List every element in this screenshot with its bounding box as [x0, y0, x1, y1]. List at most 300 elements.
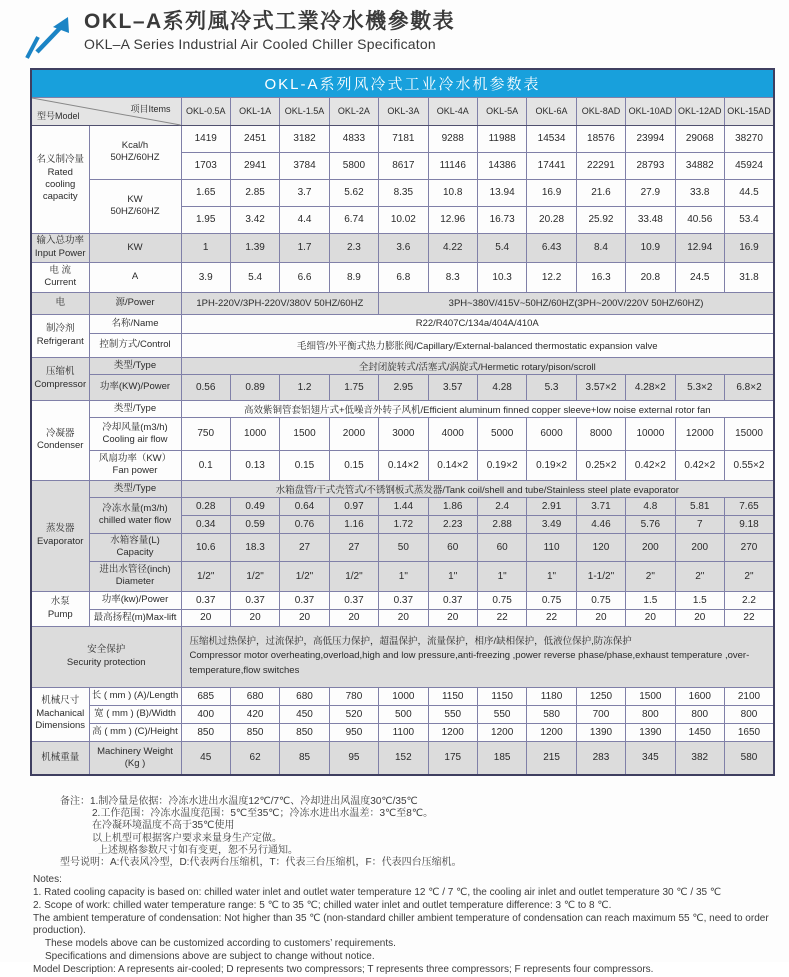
table-row: [31, 591, 774, 609]
value-cell: 0.15: [329, 450, 378, 480]
value-cell: 0.13: [230, 450, 279, 480]
brand-arrow-icon: [24, 10, 78, 58]
value-cell: 2.91: [527, 497, 576, 515]
model-header-okl-2a: OKL-2A: [329, 97, 378, 125]
merged-value-cell: 高效紫铜管套铝翅片式+低噪音外转子风机/Efficient aluminum finned copper sleeve+low noise external rotor fan: [181, 400, 774, 417]
item-label: 长 ( mm ) (A)/Length: [89, 687, 181, 705]
section-label-input-power: 输入总功率 Input Power: [31, 233, 89, 262]
value-cell: 20: [576, 609, 625, 626]
model-header-okl-0.5a: OKL-0.5A: [181, 97, 230, 125]
value-cell: 3000: [379, 417, 428, 450]
value-cell: 10.3: [477, 262, 526, 292]
table-row: [31, 357, 774, 374]
value-cell: 200: [675, 533, 724, 561]
merged-value-cell: 压缩机过热保护，过流保护，高低压力保护，超温保护，流量保护，相序/缺相保护，低液位保护,防冻保护 Compressor motor overheating,overload,high and low pressure,anti-freezing ,power reverse phase/phase,exhaust temperature ,over-temperature,flow switches: [181, 626, 774, 687]
value-cell: 2100: [724, 687, 774, 705]
value-cell: 10.6: [181, 533, 230, 561]
value-cell: 25.92: [576, 206, 625, 233]
value-cell: 0.14×2: [428, 450, 477, 480]
value-cell: 20: [329, 609, 378, 626]
value-cell: 1.75: [329, 374, 378, 400]
section-label-security-protection: 安全保护 Security protection: [31, 626, 181, 687]
value-cell: 3.42: [230, 206, 279, 233]
value-cell: 11988: [477, 125, 526, 152]
title-block: [84, 10, 455, 52]
value-cell: 1200: [477, 723, 526, 741]
note-line: 1. Rated cooling capacity is based on: chilled water inlet and outlet water temperature 12 ℃ / 7 ℃, the cooling air inlet and outlet temperature 30 ℃ / 35 ℃: [33, 886, 722, 898]
value-cell: 500: [379, 705, 428, 723]
value-cell: 16.73: [477, 206, 526, 233]
value-cell: 22: [527, 609, 576, 626]
value-cell: 5.3×2: [675, 374, 724, 400]
value-cell: 1/2": [230, 561, 279, 591]
value-cell: 20: [428, 609, 477, 626]
value-cell: 0.37: [428, 591, 477, 609]
value-cell: 60: [428, 533, 477, 561]
spec-table: [30, 68, 775, 776]
value-cell: 7.65: [724, 497, 774, 515]
item-label: 冷冻水量(m3/h) chilled water flow: [89, 497, 181, 533]
value-cell: 31.8: [724, 262, 774, 292]
value-cell: 2.3: [329, 233, 378, 262]
value-cell: 7: [675, 515, 724, 533]
model-header-okl-6a: OKL-6A: [527, 97, 576, 125]
note-line: 2. Scope of work: chilled water temperature range: 5 ℃ to 35 ℃; chilled water inlet and outlet temperature difference: 3 ℃ to 8 ℃.: [33, 899, 612, 911]
value-cell: 1600: [675, 687, 724, 705]
note-line: 在冷凝环境温度不高于35℃使用: [92, 820, 235, 832]
value-cell: 23994: [626, 125, 675, 152]
value-cell: 3.49: [527, 515, 576, 533]
value-cell: 0.37: [329, 591, 378, 609]
merged-value-cell: 全封闭旋转式/活塞式/涡旋式/Hermetic rotary/pison/scroll: [181, 357, 774, 374]
value-cell: 800: [626, 705, 675, 723]
item-label: Machinery Weight (Kg ): [89, 741, 181, 775]
value-cell: 8000: [576, 417, 625, 450]
value-cell: 1500: [280, 417, 329, 450]
value-cell: 120: [576, 533, 625, 561]
value-cell: 7181: [379, 125, 428, 152]
value-cell: 1150: [428, 687, 477, 705]
value-cell: 12.96: [428, 206, 477, 233]
value-cell: 1.44: [379, 497, 428, 515]
note-line: 以上机型可根据客户要求来量身生产定做。: [92, 832, 282, 844]
corner-cell: [31, 97, 181, 125]
value-cell: 10000: [626, 417, 675, 450]
table-row: [31, 687, 774, 705]
value-cell: 95: [329, 741, 378, 775]
value-cell: 680: [280, 687, 329, 705]
value-cell: 6.8: [379, 262, 428, 292]
value-cell: 1.7: [280, 233, 329, 262]
value-cell: 450: [280, 705, 329, 723]
value-cell: 34882: [675, 152, 724, 179]
value-cell: 6000: [527, 417, 576, 450]
value-cell: 3784: [280, 152, 329, 179]
table-row: [31, 561, 774, 591]
model-header-okl-8ad: OKL-8AD: [576, 97, 625, 125]
value-cell: 550: [428, 705, 477, 723]
item-label: 功率(KW)/Power: [89, 374, 181, 400]
value-cell: 1.72: [379, 515, 428, 533]
value-cell: 1": [428, 561, 477, 591]
value-cell: 685: [181, 687, 230, 705]
table-row: [31, 417, 774, 450]
value-cell: 1.16: [329, 515, 378, 533]
value-cell: 200: [626, 533, 675, 561]
value-cell: 2": [675, 561, 724, 591]
value-cell: 28793: [626, 152, 675, 179]
value-cell: 1.5: [675, 591, 724, 609]
value-cell: 520: [329, 705, 378, 723]
value-cell: 44.5: [724, 179, 774, 206]
value-cell: 0.56: [181, 374, 230, 400]
value-cell: 10.02: [379, 206, 428, 233]
table-row: [31, 314, 774, 333]
value-cell: 18576: [576, 125, 625, 152]
value-cell: 950: [329, 723, 378, 741]
section-label-rated-cooling-capacity: 名义制冷量 Rated cooling capacity: [31, 125, 89, 233]
item-label: 名称/Name: [89, 314, 181, 333]
model-header-okl-3a: OKL-3A: [379, 97, 428, 125]
doc-title-zh: OKL–A系列風冷式工業冷水機參數表: [84, 10, 456, 33]
item-label: 源/Power: [89, 292, 181, 314]
value-cell: 12.94: [675, 233, 724, 262]
value-cell: 16.3: [576, 262, 625, 292]
document-header: [0, 0, 789, 62]
value-cell: 0.19×2: [527, 450, 576, 480]
value-cell: 12000: [675, 417, 724, 450]
value-cell: 1.39: [230, 233, 279, 262]
value-cell: 1200: [428, 723, 477, 741]
value-cell: 27: [329, 533, 378, 561]
table-row: [31, 723, 774, 741]
value-cell: 5000: [477, 417, 526, 450]
value-cell: 0.14×2: [379, 450, 428, 480]
table-row: [31, 533, 774, 561]
model-header-okl-12ad: OKL-12AD: [675, 97, 724, 125]
value-cell: 0.49: [230, 497, 279, 515]
table-row: [31, 705, 774, 723]
value-cell: 21.6: [576, 179, 625, 206]
value-cell: 22: [724, 609, 774, 626]
table-row: [31, 179, 774, 206]
model-header-okl-10ad: OKL-10AD: [626, 97, 675, 125]
note-line: These models above can be customized according to customers’ requirements.: [45, 938, 396, 950]
value-cell: 33.8: [675, 179, 724, 206]
note-line: The ambient temperature of condensation: Not higher than 35 ℃ (non-standard chiller ambient temperature of condensation can reach maximum 55 ℃, need to order production).: [33, 912, 769, 937]
value-cell: 5.4: [477, 233, 526, 262]
value-cell: 10.8: [428, 179, 477, 206]
section-label-current: 电 流 Current: [31, 262, 89, 292]
value-cell: 53.4: [724, 206, 774, 233]
value-cell: 4.46: [576, 515, 625, 533]
value-cell: 5.81: [675, 497, 724, 515]
value-cell: 1000: [230, 417, 279, 450]
note-line: Notes:: [33, 874, 62, 886]
value-cell: 2941: [230, 152, 279, 179]
value-cell: 4.28: [477, 374, 526, 400]
table-row: [31, 741, 774, 775]
value-cell: 18.3: [230, 533, 279, 561]
value-cell: 5.3: [527, 374, 576, 400]
value-cell: 0.19×2: [477, 450, 526, 480]
merged-value-cell: 水箱盘管/干式壳管式/不锈钢板式蒸发器/Tank coil/shell and tube/Stainless steel plate evaporator: [181, 480, 774, 497]
value-cell: 20: [675, 609, 724, 626]
value-cell: 0.42×2: [626, 450, 675, 480]
item-label: 风扇功率（KW） Fan power: [89, 450, 181, 480]
value-cell: 1180: [527, 687, 576, 705]
value-cell: 0.97: [329, 497, 378, 515]
value-cell: 5800: [329, 152, 378, 179]
section-label-power-supply: 电: [31, 292, 89, 314]
value-cell: 2": [626, 561, 675, 591]
value-cell: 20.8: [626, 262, 675, 292]
value-cell: 1": [527, 561, 576, 591]
value-cell: 3.9: [181, 262, 230, 292]
note-line: 型号说明：A:代表风冷型，D:代表两台压缩机，T：代表三台压缩机，F：代表四台压缩机。: [60, 856, 462, 868]
table-row: [31, 450, 774, 480]
table-title-row: [31, 69, 774, 97]
value-cell: 1100: [379, 723, 428, 741]
value-cell: 1.86: [428, 497, 477, 515]
item-label: 类型/Type: [89, 357, 181, 374]
value-cell: 283: [576, 741, 625, 775]
value-cell: 1200: [527, 723, 576, 741]
note-line: Model Description: A represents air-cooled; D represents two compressors; T represents three compressors; F represents four compressors.: [33, 963, 654, 975]
item-label: Kcal/h 50HZ/60HZ: [89, 125, 181, 179]
value-cell: 20: [626, 609, 675, 626]
note-line: 2.工作范围：冷冻水温度范围：5℃至35℃；冷冻水进出水温差：3℃至8℃。: [92, 808, 434, 820]
value-cell: 22: [477, 609, 526, 626]
model-header-okl-1a: OKL-1A: [230, 97, 279, 125]
value-cell: 110: [527, 533, 576, 561]
value-cell: 0.37: [379, 591, 428, 609]
value-cell: 175: [428, 741, 477, 775]
value-cell: 1/2": [181, 561, 230, 591]
note-line: 备注：1.制冷量是依据：冷冻水进出水温度12℃/7℃、冷却进出风温度30℃/35℃: [60, 796, 418, 807]
value-cell: 580: [527, 705, 576, 723]
note-line: Specifications and dimensions above are subject to change without notice.: [45, 950, 375, 962]
value-cell: 8617: [379, 152, 428, 179]
value-cell: 20: [230, 609, 279, 626]
value-cell: 8.35: [379, 179, 428, 206]
value-cell: 62: [230, 741, 279, 775]
value-cell: 0.42×2: [675, 450, 724, 480]
value-cell: 27.9: [626, 179, 675, 206]
value-cell: 0.34: [181, 515, 230, 533]
value-cell: 16.9: [527, 179, 576, 206]
value-cell: 1": [477, 561, 526, 591]
table-row: [31, 480, 774, 497]
notes-chinese: [0, 796, 789, 869]
value-cell: 16.9: [724, 233, 774, 262]
value-cell: 11146: [428, 152, 477, 179]
item-label: A: [89, 262, 181, 292]
value-cell: 580: [724, 741, 774, 775]
corner-model-label: 型号Model: [37, 110, 80, 121]
value-cell: 1450: [675, 723, 724, 741]
value-cell: 14534: [527, 125, 576, 152]
section-label-compressor: 压缩机 Compressor: [31, 357, 89, 400]
item-label: 类型/Type: [89, 400, 181, 417]
value-cell: 9.18: [724, 515, 774, 533]
merged-value-cell: R22/R407C/134a/404A/410A: [181, 314, 774, 333]
value-cell: 850: [181, 723, 230, 741]
corner-items-label: 项目Items: [130, 103, 171, 114]
value-cell: 2": [724, 561, 774, 591]
value-cell: 1000: [379, 687, 428, 705]
value-cell: 10.9: [626, 233, 675, 262]
value-cell: 13.94: [477, 179, 526, 206]
value-cell: 2.88: [477, 515, 526, 533]
value-cell: 152: [379, 741, 428, 775]
section-label-condenser: 冷凝器 Condenser: [31, 400, 89, 480]
merged-value-cell: 毛细管/外平衡式热力膨胀阀/Capillary/External-balanced thermostatic expansion valve: [181, 333, 774, 357]
notes-english: [0, 874, 789, 976]
value-cell: 750: [181, 417, 230, 450]
model-header-okl-4a: OKL-4A: [428, 97, 477, 125]
item-label: 功率(kw)/Power: [89, 591, 181, 609]
merged-value-cell: 1PH-220V/3PH-220V/380V 50HZ/60HZ: [181, 292, 379, 314]
section-label-refrigerant: 制冷剂 Refrigerant: [31, 314, 89, 357]
value-cell: 2.95: [379, 374, 428, 400]
value-cell: 8.4: [576, 233, 625, 262]
value-cell: 1390: [576, 723, 625, 741]
value-cell: 2.85: [230, 179, 279, 206]
value-cell: 185: [477, 741, 526, 775]
value-cell: 0.55×2: [724, 450, 774, 480]
value-cell: 15000: [724, 417, 774, 450]
value-cell: 1500: [626, 687, 675, 705]
value-cell: 700: [576, 705, 625, 723]
value-cell: 12.2: [527, 262, 576, 292]
value-cell: 270: [724, 533, 774, 561]
value-cell: 0.1: [181, 450, 230, 480]
value-cell: 8.9: [329, 262, 378, 292]
value-cell: 9288: [428, 125, 477, 152]
value-cell: 1650: [724, 723, 774, 741]
value-cell: 2.23: [428, 515, 477, 533]
notes: [0, 796, 789, 977]
value-cell: 4.28×2: [626, 374, 675, 400]
value-cell: 4.4: [280, 206, 329, 233]
value-cell: 3.6: [379, 233, 428, 262]
value-cell: 850: [230, 723, 279, 741]
value-cell: 8.3: [428, 262, 477, 292]
value-cell: 1.5: [626, 591, 675, 609]
value-cell: 850: [280, 723, 329, 741]
model-header-okl-5a: OKL-5A: [477, 97, 526, 125]
value-cell: 0.37: [280, 591, 329, 609]
model-header-row: [31, 97, 774, 125]
value-cell: 1": [379, 561, 428, 591]
value-cell: 0.37: [181, 591, 230, 609]
value-cell: 5.76: [626, 515, 675, 533]
value-cell: 45924: [724, 152, 774, 179]
value-cell: 22291: [576, 152, 625, 179]
value-cell: 3182: [280, 125, 329, 152]
value-cell: 6.74: [329, 206, 378, 233]
table-row: [31, 609, 774, 626]
section-label-mechanical-dimensions: 机械尺寸 Machanical Dimensions: [31, 687, 89, 741]
value-cell: 20: [181, 609, 230, 626]
value-cell: 20.28: [527, 206, 576, 233]
value-cell: 0.28: [181, 497, 230, 515]
value-cell: 1.2: [280, 374, 329, 400]
item-label: 进出水管径(inch) Diameter: [89, 561, 181, 591]
value-cell: 2.2: [724, 591, 774, 609]
table-row: [31, 374, 774, 400]
item-label: KW 50HZ/60HZ: [89, 179, 181, 233]
value-cell: 38270: [724, 125, 774, 152]
section-label-evaporator: 蒸发器 Evaporator: [31, 480, 89, 591]
model-header-okl-1.5a: OKL-1.5A: [280, 97, 329, 125]
table-row: [31, 262, 774, 292]
value-cell: 24.5: [675, 262, 724, 292]
value-cell: 0.75: [576, 591, 625, 609]
value-cell: 400: [181, 705, 230, 723]
table-row: [31, 233, 774, 262]
table-title: OKL-A系列风冷式工业冷水机参数表: [31, 69, 774, 97]
value-cell: 2000: [329, 417, 378, 450]
value-cell: 45: [181, 741, 230, 775]
value-cell: 1: [181, 233, 230, 262]
value-cell: 6.8×2: [724, 374, 774, 400]
value-cell: 420: [230, 705, 279, 723]
value-cell: 3.57×2: [576, 374, 625, 400]
section-label-machinery-weight: 机械重量: [31, 741, 89, 775]
value-cell: 29068: [675, 125, 724, 152]
value-cell: 1/2": [329, 561, 378, 591]
value-cell: 2.4: [477, 497, 526, 515]
merged-value-cell: 3PH~380V/415V~50HZ/60HZ(3PH~200V/220V 50HZ/60HZ): [379, 292, 774, 314]
item-label: 最高扬程(m)Max-lift: [89, 609, 181, 626]
item-label: 高 ( mm ) (C)/Height: [89, 723, 181, 741]
value-cell: 3.57: [428, 374, 477, 400]
value-cell: 550: [477, 705, 526, 723]
value-cell: 1703: [181, 152, 230, 179]
value-cell: 4833: [329, 125, 378, 152]
value-cell: 60: [477, 533, 526, 561]
item-label: 类型/Type: [89, 480, 181, 497]
value-cell: 0.76: [280, 515, 329, 533]
value-cell: 4.22: [428, 233, 477, 262]
value-cell: 800: [675, 705, 724, 723]
value-cell: 4.8: [626, 497, 675, 515]
value-cell: 0.37: [230, 591, 279, 609]
item-label: 水箱容量(L) Capacity: [89, 533, 181, 561]
value-cell: 1150: [477, 687, 526, 705]
value-cell: 382: [675, 741, 724, 775]
value-cell: 1250: [576, 687, 625, 705]
value-cell: 1-1/2": [576, 561, 625, 591]
value-cell: 5.4: [230, 262, 279, 292]
value-cell: 0.15: [280, 450, 329, 480]
note-line: 上述规格参数尺寸如有变更，恕不另行通知。: [98, 844, 298, 856]
item-label: 冷却风量(m3/h) Cooling air flow: [89, 417, 181, 450]
item-label: KW: [89, 233, 181, 262]
model-header-okl-15ad: OKL-15AD: [724, 97, 774, 125]
value-cell: 6.43: [527, 233, 576, 262]
value-cell: 0.75: [477, 591, 526, 609]
value-cell: 3.7: [280, 179, 329, 206]
value-cell: 1390: [626, 723, 675, 741]
value-cell: 2451: [230, 125, 279, 152]
value-cell: 33.48: [626, 206, 675, 233]
value-cell: 0.25×2: [576, 450, 625, 480]
value-cell: 20: [280, 609, 329, 626]
value-cell: 27: [280, 533, 329, 561]
